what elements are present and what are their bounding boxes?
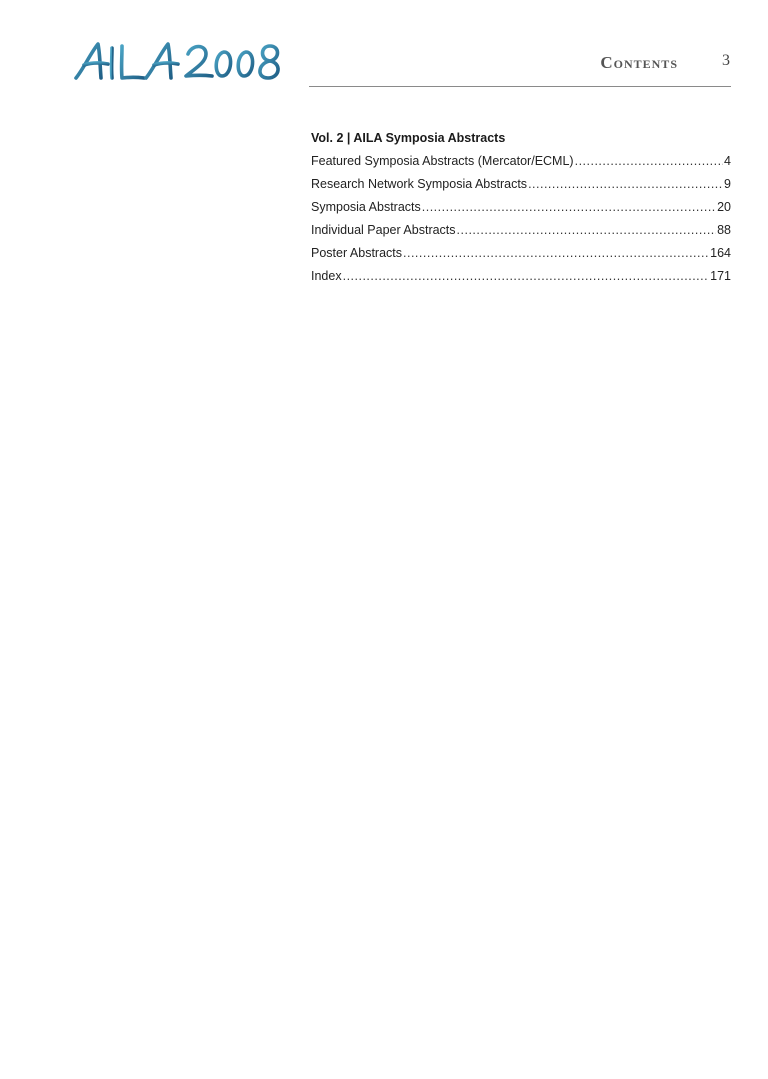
- page-number: 3: [722, 52, 730, 69]
- toc-entry[interactable]: [311, 221, 731, 239]
- header-divider: [309, 86, 731, 87]
- toc-entry-title: Research Network Symposia Abstracts: [311, 177, 528, 191]
- toc-entry-title: Individual Paper Abstracts: [311, 223, 456, 237]
- dot-leader: [528, 175, 723, 193]
- aila-2008-logo: [72, 38, 282, 88]
- toc-entry[interactable]: [311, 267, 731, 285]
- toc-entry-title: Poster Abstracts: [311, 246, 403, 260]
- toc-entry-page: 171: [710, 269, 731, 283]
- dot-leader: [343, 267, 710, 285]
- toc-entry-page: 9: [724, 177, 731, 191]
- table-of-contents: [311, 129, 731, 290]
- toc-entry-page: 4: [724, 154, 731, 168]
- toc-entry-title: Symposia Abstracts: [311, 200, 421, 214]
- toc-entry-page: 88: [717, 223, 731, 237]
- dot-leader: [575, 152, 723, 170]
- logo-text: AILA 2008: [72, 38, 77, 39]
- toc-entry[interactable]: [311, 198, 731, 216]
- toc-entry-title: Featured Symposia Abstracts (Mercator/ECML): [311, 154, 574, 168]
- toc-heading: Vol. 2 | AILA Symposia Abstracts: [311, 131, 506, 145]
- toc-entry-page: 20: [717, 200, 731, 214]
- toc-list: [311, 152, 731, 285]
- running-header-title: Contents: [600, 53, 678, 72]
- toc-entry[interactable]: [311, 175, 731, 193]
- toc-entry[interactable]: [311, 152, 731, 170]
- aila-2008-logo-graphic: [72, 38, 282, 88]
- toc-entry-page: 164: [710, 246, 731, 260]
- dot-leader: [457, 221, 717, 239]
- dot-leader: [422, 198, 716, 216]
- dot-leader: [403, 244, 709, 262]
- toc-entry-title: Index: [311, 269, 342, 283]
- toc-entry[interactable]: [311, 244, 731, 262]
